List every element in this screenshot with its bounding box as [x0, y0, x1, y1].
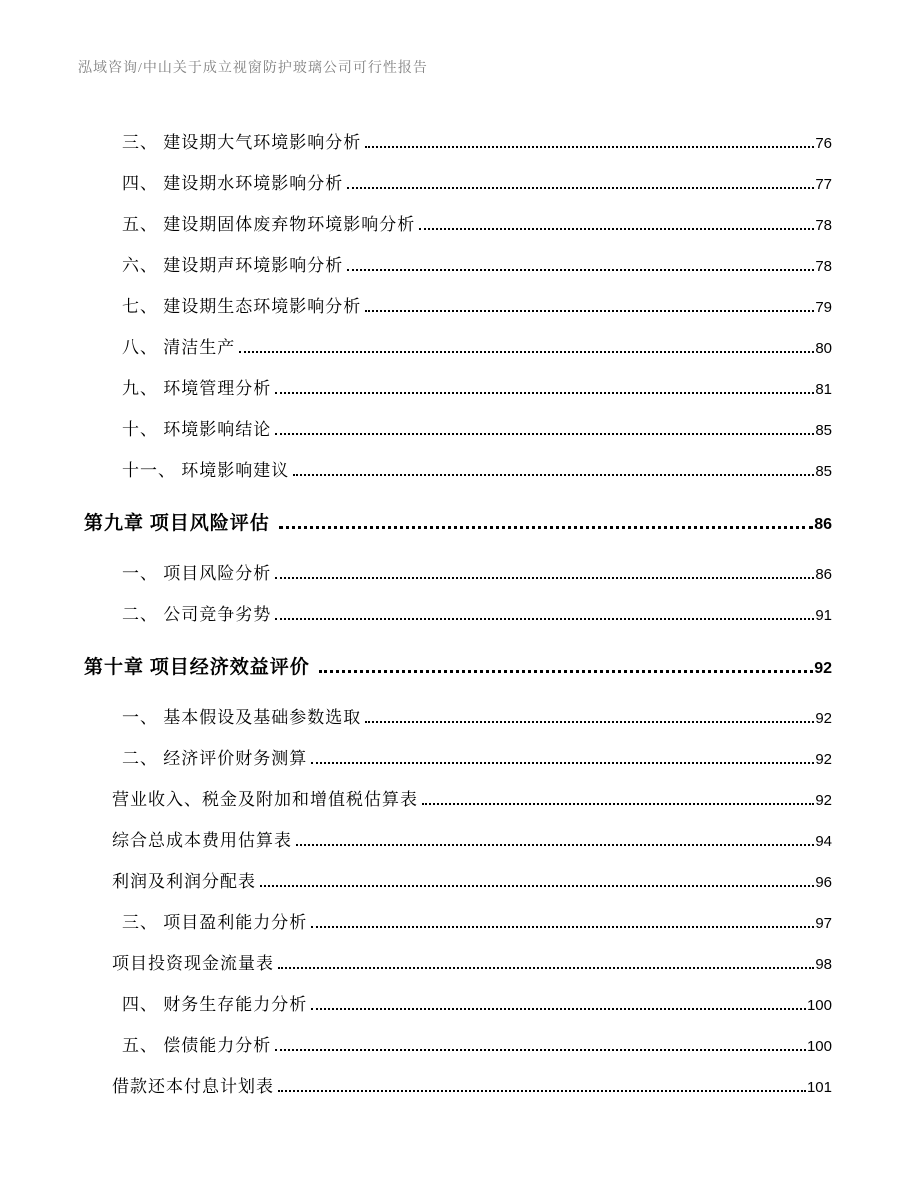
dot-leader — [311, 762, 814, 764]
toc-entry-label: 五、 建设期固体废弃物环境影响分析 — [122, 215, 416, 234]
toc-entry-label: 营业收入、税金及附加和增值税估算表 — [112, 790, 418, 809]
toc-entry-label: 第十章 项目经济效益评价 — [84, 657, 310, 678]
toc-entry-label: 二、 经济评价财务测算 — [122, 749, 308, 768]
toc-entry-label: 第九章 项目风险评估 — [84, 513, 270, 534]
toc-entry-page: 100 — [806, 1038, 832, 1055]
toc-entry-page: 101 — [806, 1079, 832, 1096]
toc-entry-page: 97 — [815, 915, 832, 932]
toc-entry-page: 92 — [815, 710, 832, 727]
toc-entry-page: 91 — [815, 607, 832, 624]
dot-leader — [311, 926, 814, 928]
dot-leader — [293, 474, 814, 476]
dot-leader — [260, 885, 814, 887]
toc-entry-label: 十一、 环境影响建议 — [122, 461, 290, 480]
document-header-text: 泓域咨询/中山关于成立视窗防护玻璃公司可行性报告 — [78, 61, 428, 76]
toc-entry-page: 98 — [815, 956, 832, 973]
toc-entry-label: 利润及利润分配表 — [112, 872, 256, 891]
toc-entry-label: 二、 公司竞争劣势 — [122, 605, 272, 624]
toc-entry-page: 77 — [815, 176, 832, 193]
toc-entry[interactable] — [84, 984, 832, 1025]
toc-entry[interactable] — [84, 943, 832, 984]
toc-entry-page: 92 — [814, 660, 832, 677]
toc-entry[interactable] — [84, 697, 832, 738]
toc-entry[interactable] — [84, 327, 832, 368]
toc-entry-label: 六、 建设期声环境影响分析 — [122, 256, 344, 275]
toc-entry[interactable] — [84, 122, 832, 163]
toc-entry-page: 81 — [815, 381, 832, 398]
toc-entry-page: 94 — [815, 833, 832, 850]
dot-leader — [279, 526, 813, 529]
dot-leader — [275, 618, 814, 620]
toc-entry-label: 四、 建设期水环境影响分析 — [122, 174, 344, 193]
dot-leader — [319, 670, 813, 673]
toc-entry-page: 86 — [814, 516, 832, 533]
toc-chapter-entry[interactable] — [84, 501, 832, 547]
dot-leader — [347, 187, 814, 189]
toc-entry-page: 79 — [815, 299, 832, 316]
toc-entry[interactable] — [84, 861, 832, 902]
toc-entry[interactable] — [84, 245, 832, 286]
toc-entry-page: 100 — [806, 997, 832, 1014]
toc-entry-label: 四、 财务生存能力分析 — [122, 995, 308, 1014]
dot-leader — [278, 1090, 806, 1092]
toc-entry-label: 三、 项目盈利能力分析 — [122, 913, 308, 932]
dot-leader — [275, 1049, 806, 1051]
toc-entry[interactable] — [84, 368, 832, 409]
toc-entry-page: 96 — [815, 874, 832, 891]
toc-entry-label: 借款还本付息计划表 — [112, 1077, 274, 1096]
dot-leader — [278, 967, 814, 969]
toc-entry[interactable] — [84, 594, 832, 635]
toc-entry-label: 五、 偿债能力分析 — [122, 1036, 272, 1055]
toc-entry[interactable] — [84, 553, 832, 594]
toc-entry-label: 九、 环境管理分析 — [122, 379, 272, 398]
toc-entry[interactable] — [84, 450, 832, 491]
toc-entry-label: 综合总成本费用估算表 — [112, 831, 292, 850]
toc-chapter-entry[interactable] — [84, 645, 832, 691]
toc-entry-label: 八、 清洁生产 — [122, 338, 236, 357]
dot-leader — [239, 351, 814, 353]
dot-leader — [275, 577, 814, 579]
toc-entry[interactable] — [84, 1066, 832, 1107]
toc-entry-label: 十、 环境影响结论 — [122, 420, 272, 439]
toc-entry[interactable] — [84, 409, 832, 450]
toc-entry-label: 一、 基本假设及基础参数选取 — [122, 708, 362, 727]
toc-entry[interactable] — [84, 902, 832, 943]
table-of-contents — [84, 122, 832, 1107]
toc-entry-page: 78 — [815, 217, 832, 234]
toc-entry-label: 七、 建设期生态环境影响分析 — [122, 297, 362, 316]
toc-entry-page: 86 — [815, 566, 832, 583]
toc-entry[interactable] — [84, 163, 832, 204]
toc-entry[interactable] — [84, 779, 832, 820]
dot-leader — [296, 844, 814, 846]
toc-entry[interactable] — [84, 286, 832, 327]
toc-entry-page: 85 — [815, 463, 832, 480]
dot-leader — [422, 803, 814, 805]
toc-entry-label: 三、 建设期大气环境影响分析 — [122, 133, 362, 152]
toc-entry[interactable] — [84, 820, 832, 861]
toc-entry-label: 项目投资现金流量表 — [112, 954, 274, 973]
toc-entry-page: 85 — [815, 422, 832, 439]
toc-entry[interactable] — [84, 1025, 832, 1066]
dot-leader — [275, 433, 814, 435]
dot-leader — [347, 269, 814, 271]
toc-entry-page: 92 — [815, 792, 832, 809]
toc-entry-label: 一、 项目风险分析 — [122, 564, 272, 583]
dot-leader — [365, 146, 814, 148]
toc-entry-page: 78 — [815, 258, 832, 275]
dot-leader — [311, 1008, 806, 1010]
toc-entry[interactable] — [84, 204, 832, 245]
toc-entry-page: 80 — [815, 340, 832, 357]
toc-entry-page: 76 — [815, 135, 832, 152]
toc-entry[interactable] — [84, 738, 832, 779]
dot-leader — [419, 228, 814, 230]
toc-entry-page: 92 — [815, 751, 832, 768]
dot-leader — [275, 392, 814, 394]
dot-leader — [365, 310, 814, 312]
dot-leader — [365, 721, 814, 723]
